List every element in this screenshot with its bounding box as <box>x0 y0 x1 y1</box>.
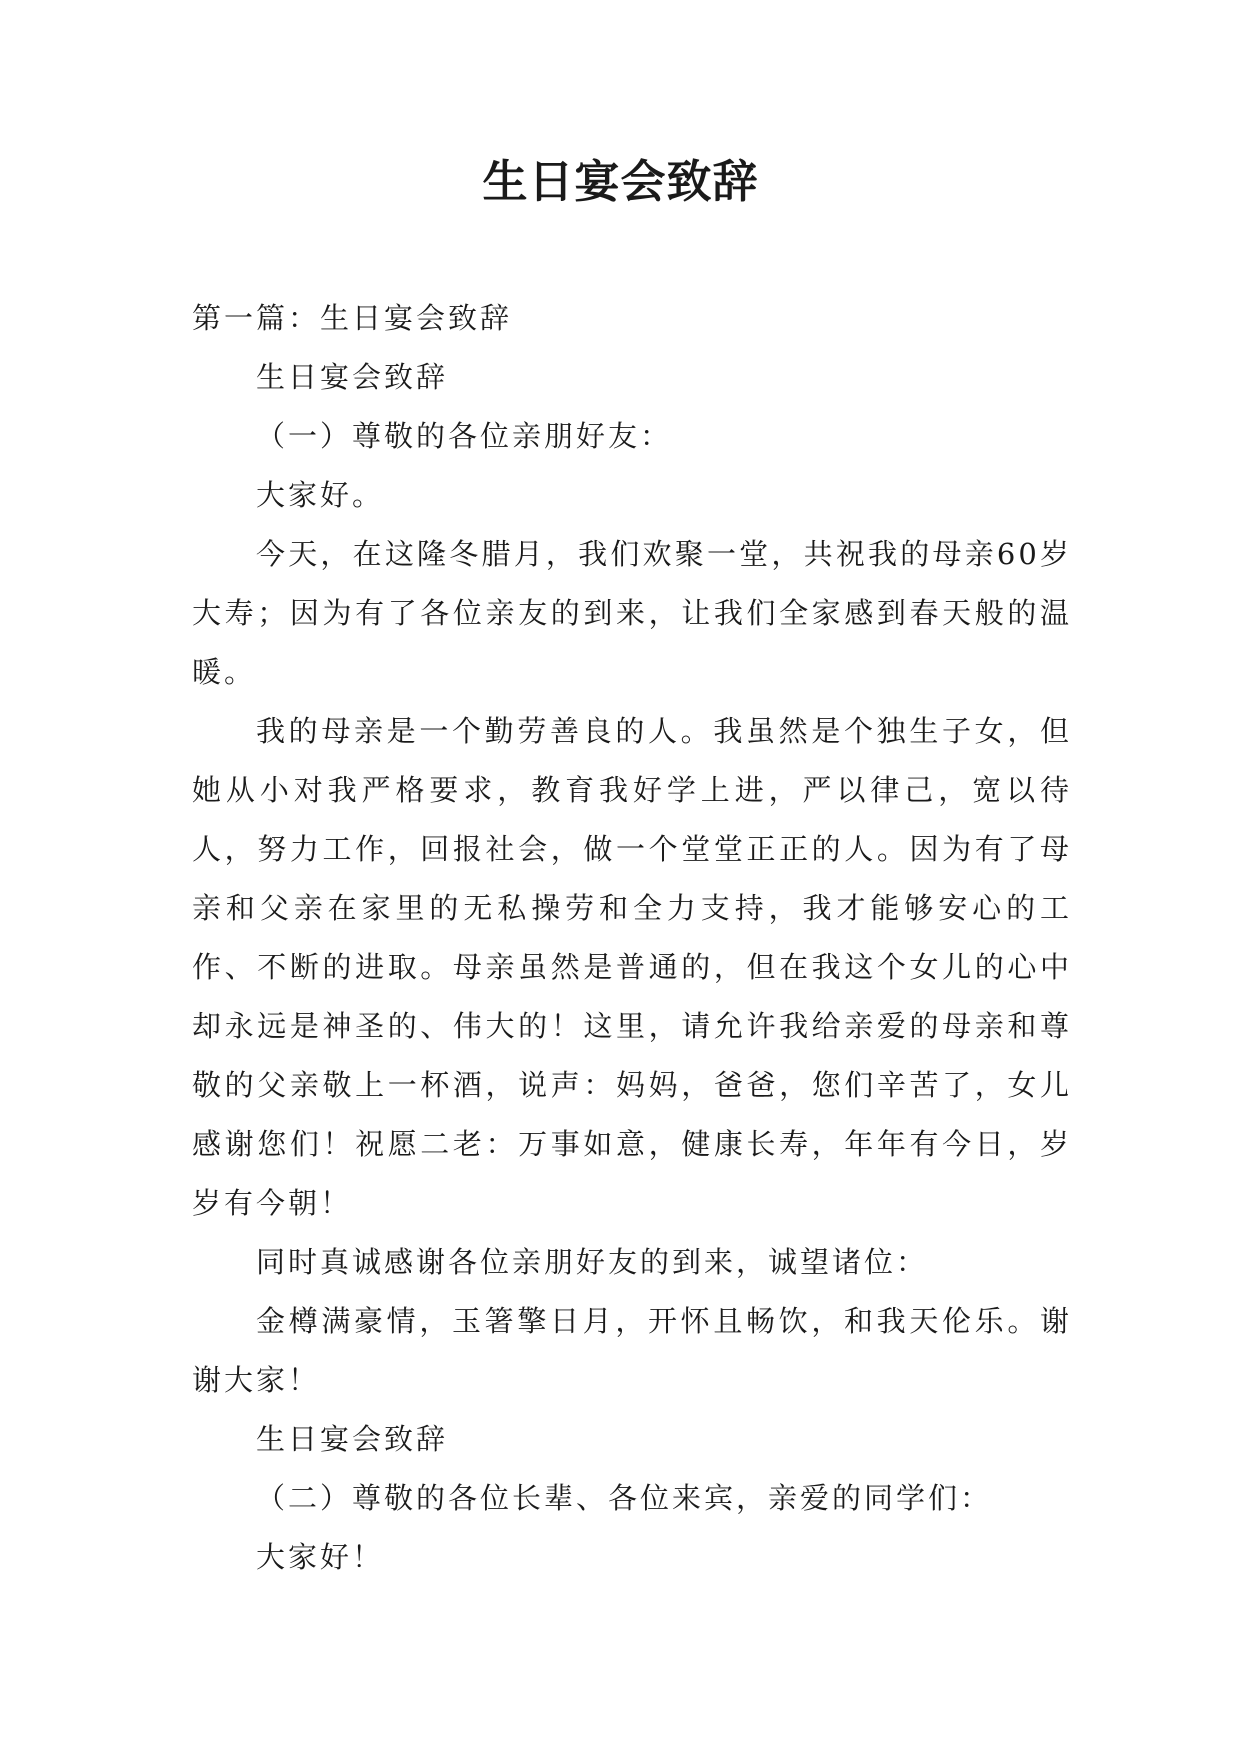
salutation: （二）尊敬的各位长辈、各位来宾，亲爱的同学们： <box>256 1481 993 1515</box>
document-body <box>192 289 1072 1587</box>
speech-title: 生日宴会致辞 <box>256 360 449 394</box>
speech-title: 生日宴会致辞 <box>256 1422 449 1456</box>
paragraph: 同时真诚感谢各位亲朋好友的到来，诚望诸位： <box>256 1245 929 1279</box>
paragraph: 金樽满豪情，玉箸擎日月，开怀且畅饮，和我天伦乐。谢谢大家！ <box>192 1304 1072 1397</box>
section-heading: 第一篇：生日宴会致辞 <box>192 301 513 335</box>
greeting: 大家好！ <box>256 1540 385 1574</box>
salutation: （一）尊敬的各位亲朋好友： <box>256 419 673 453</box>
paragraph: 今天，在这隆冬腊月，我们欢聚一堂，共祝我的母亲60岁大寿；因为有了各位亲友的到来，让我们全家感到春天般的温暖。 <box>192 537 1072 689</box>
paragraph: 我的母亲是一个勤劳善良的人。我虽然是个独生子女，但她从小对我严格要求，教育我好学上进，严以律己，宽以待人，努力工作，回报社会，做一个堂堂正正的人。因为有了母亲和父亲在家里的无私操劳和全力支持，我才能够安心的工作、不断的进取。母亲虽然是普通的，但在我这个女儿的心中却永远是神圣的、伟大的！这里，请允许我给亲爱的母亲和尊敬的父亲敬上一杯酒，说声：妈妈，爸爸，您们辛苦了，女儿感谢您们！祝愿二老：万事如意，健康长寿，年年有今日，岁岁有今朝！ <box>192 714 1072 1220</box>
greeting: 大家好。 <box>256 478 385 512</box>
document-title: 生日宴会致辞 <box>482 155 759 208</box>
